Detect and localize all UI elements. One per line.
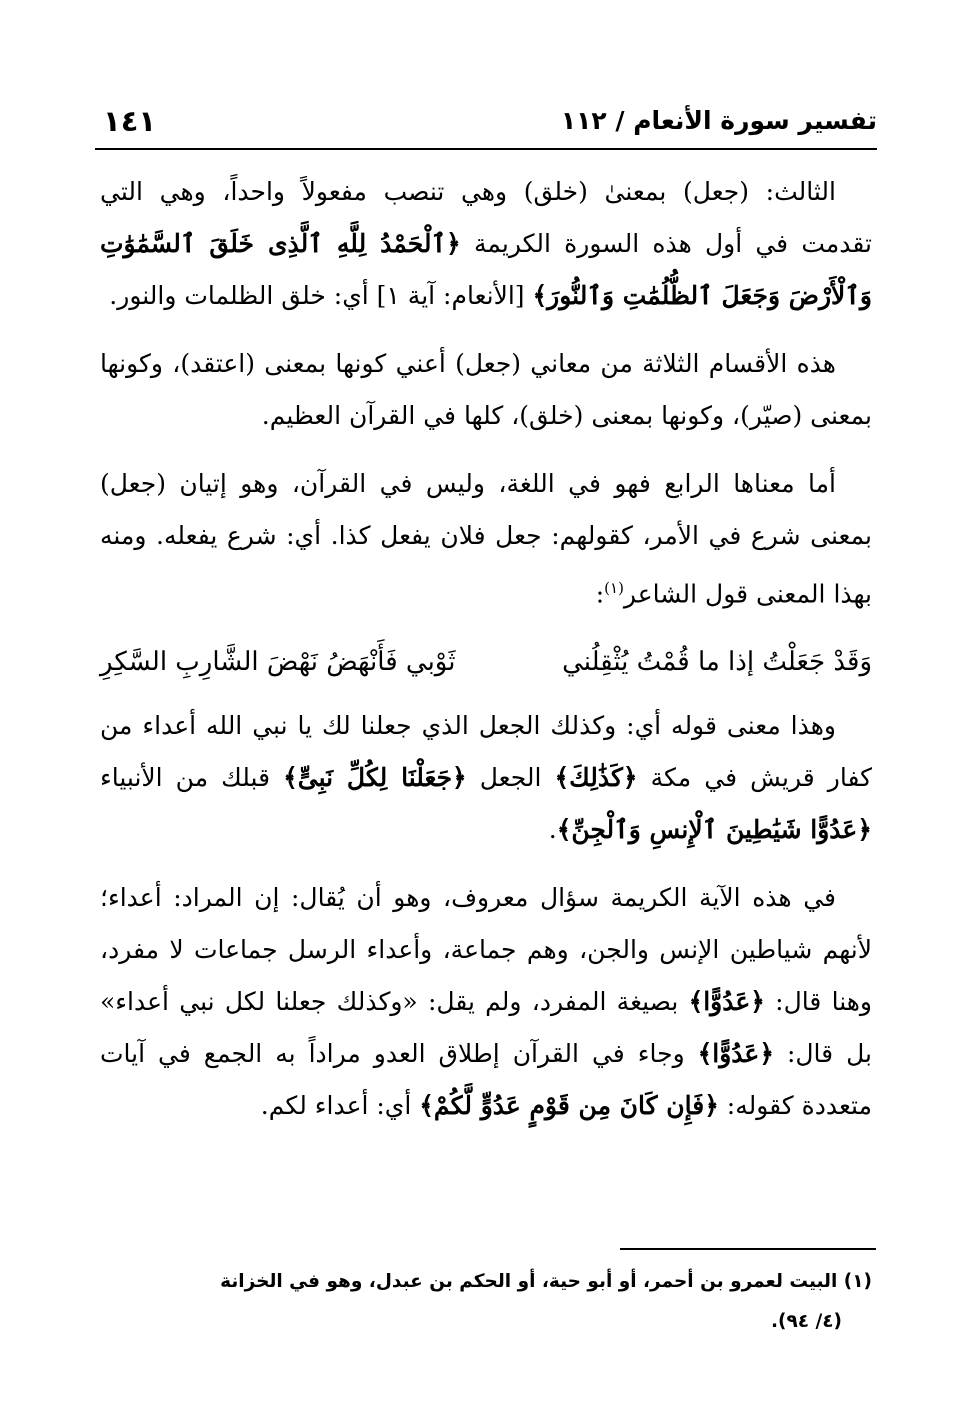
paragraph-text: أما معناها الرابع فهو في اللغة، وليس في القرآن، وهو إتيان (جعل) بمعنى شرع في الأمر، كقولهم: جعل فلان يفعل كذا. أي: شرع يفعله. ومنه بهذا المعنى قول الشاعر [100,469,872,609]
paragraph-text: وجاء في القرآن إطلاق العدو مراداً به الجمع في آيات متعددة كقوله: [100,1039,872,1121]
footnote-separator [620,1248,876,1250]
paragraph-text: . [548,815,557,845]
paragraph-text: بصيغة المفرد، ولم يقل: «وكذلك جعلنا لكل نبي أعداء» بل قال: [100,987,872,1069]
quran-quote: ﴿عَدُوًّا شَيَٰطِينَ ٱلْإِنسِ وَٱلْجِنِّ﴾ [556,815,872,845]
page-number: ١٤١ [103,104,157,138]
verse-first-hemistich: وَقَدْ جَعَلْتُ إذا ما قُمْتُ يُثْقِلُني [562,647,872,678]
paragraph-text: وهذا معنى قوله أي: وكذلك الجعل الذي جعلنا لك يا نبي الله أعداء من كفار قريش في مكة [100,711,872,793]
body-text [100,166,872,1148]
footnote-reference: (٤/ ٩٤). [770,1311,842,1332]
paragraph-text: أي: أعداء لكم. [260,1091,420,1121]
poetry-verse [100,636,872,688]
paragraph-text: في هذه الآية الكريمة سؤال معروف، وهو أن يُقال: إن المراد: أعداء؛ لأنهم شياطين الإنس والجن، وهم جماعة، وأعداء الرسل جماعات لا مفرد، وهنا قال: [100,883,872,1017]
quran-quote: ﴿جَعَلْنَا لِكُلِّ نَبِىٍّ﴾ [283,763,467,793]
page-header [95,104,877,150]
verse-second-hemistich: ثَوْبي فَأَنْهَضُ نَهْضَ الشَّارِبِ السَّكِرِ [100,647,456,678]
paragraph-known-question [100,872,872,1132]
paragraph-meaning-of-verse [100,700,872,856]
footnote-line: (١) البيت لعمرو بن أحمر، أو أبو حية، أو الحكم بن عبدل، وهو في الخزانة [220,1271,872,1292]
paragraph-three-sections [100,338,872,442]
paragraph-text: الثالث: (جعل) بمعنىٰ (خلق) وهي تنصب مفعولاً واحداً، وهي التي تقدمت في أول هذه السورة الكريمة [100,177,873,258]
footnote [100,1262,872,1342]
paragraph-text: [الأنعام: آية ١] أي: خلق الظلمات والنور. [109,281,533,310]
paragraph-text: هذه الأقسام الثلاثة من معاني (جعل) أعني كونها بمعنى (اعتقد)، وكونها بمعنى (صيّر)، وكونها بمعنى (خلق)، كلها في القرآن العظيم. [100,349,872,430]
quran-quote: ﴿عَدُوًّا﴾ [697,1039,774,1069]
paragraph-third-meaning [100,166,872,322]
quran-quote: ﴿عَدُوًّا﴾ [688,987,765,1017]
paragraph-text: قبلك من الأنبياء [100,763,284,793]
paragraph-fourth-meaning [100,458,872,620]
running-title: تفسير سورة الأنعام / ١١٢ [560,106,877,135]
quran-quote: ﴿كَذَٰلِكَ﴾ [554,763,638,793]
paragraph-text: : [595,579,605,609]
quran-quote: ﴿ٱلْحَمْدُ لِلَّهِ ٱلَّذِى خَلَقَ ٱلسَّمَٰوَٰتِ وَٱلْأَرْضَ وَجَعَلَ ٱلظُّلُمَٰتِ وَٱلنُّورَ﴾ [100,229,872,310]
quran-quote: ﴿فَإِن كَانَ مِن قَوْمٍ عَدُوٍّ لَّكُمْ﴾ [419,1091,719,1121]
paragraph-text: الجعل [466,763,555,793]
footnote-marker: (١) [604,579,624,597]
